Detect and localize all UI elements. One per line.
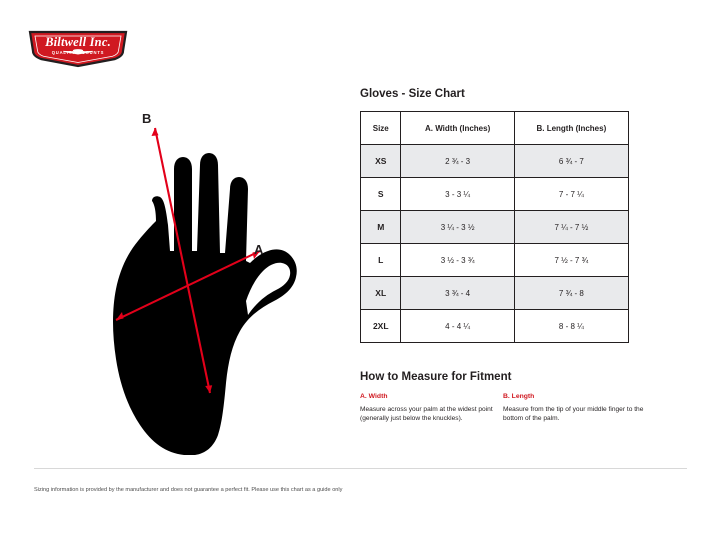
column-header-size: Size xyxy=(361,112,401,145)
hand-illustration xyxy=(60,105,350,455)
cell-size: 2XL xyxy=(361,310,401,343)
table-row xyxy=(361,277,629,310)
cell-length: 7 - 7 ¼ xyxy=(514,178,628,211)
cell-width: 3 ¾ - 4 xyxy=(401,277,514,310)
cell-length: 8 - 8 ¼ xyxy=(514,310,628,343)
cell-width: 3 ½ - 3 ¾ xyxy=(401,244,514,277)
table-header xyxy=(361,112,629,145)
cell-length: 7 ½ - 7 ¾ xyxy=(514,244,628,277)
logo-tagline: QUALITY • COUNTS xyxy=(51,50,105,55)
cell-width: 3 ¼ - 3 ½ xyxy=(401,211,514,244)
size-chart-table xyxy=(360,111,629,343)
table-row xyxy=(361,178,629,211)
chart-title: Gloves - Size Chart xyxy=(360,88,465,100)
cell-size: L xyxy=(361,244,401,277)
column-header-width: A. Width (Inches) xyxy=(401,112,514,145)
label-b: B xyxy=(142,111,152,126)
cell-size: XL xyxy=(361,277,401,310)
howto-width-block xyxy=(360,392,500,424)
cell-width: 3 - 3 ¼ xyxy=(401,178,514,211)
table-body xyxy=(361,145,629,343)
hand-silhouette-icon xyxy=(60,105,350,455)
cell-size: M xyxy=(361,211,401,244)
cell-length: 7 ¼ - 7 ½ xyxy=(514,211,628,244)
cell-size: S xyxy=(361,178,401,211)
howto-length-heading: B. Length xyxy=(503,393,535,400)
howto-width-heading: A. Width xyxy=(360,393,388,400)
table-row xyxy=(361,244,629,277)
cell-length: 7 ¾ - 8 xyxy=(514,277,628,310)
cell-width: 4 - 4 ¼ xyxy=(401,310,514,343)
table-row xyxy=(361,310,629,343)
howto-width-body: Measure across your palm at the widest point (generally just below the knuckles). xyxy=(360,405,493,423)
cell-size: XS xyxy=(361,145,401,178)
footer-disclaimer: Sizing information is provided by the manufacturer and does not guarantee a perfect fit. Please use this chart as a guide only xyxy=(34,487,343,493)
footer-divider xyxy=(34,468,687,469)
table-header-row xyxy=(361,112,629,145)
label-a: A xyxy=(254,242,264,257)
cell-width: 2 ¾ - 3 xyxy=(401,145,514,178)
logo-wordmark: Biltwell Inc. xyxy=(45,35,111,49)
column-header-length: B. Length (Inches) xyxy=(514,112,628,145)
table-row xyxy=(361,145,629,178)
howto-title: How to Measure for Fitment xyxy=(360,371,512,383)
biltwell-logo xyxy=(27,30,129,68)
howto-length-body: Measure from the tip of your middle finger to the bottom of the palm. xyxy=(503,405,644,423)
table-row xyxy=(361,211,629,244)
howto-length-block xyxy=(503,392,653,424)
cell-length: 6 ¾ - 7 xyxy=(514,145,628,178)
